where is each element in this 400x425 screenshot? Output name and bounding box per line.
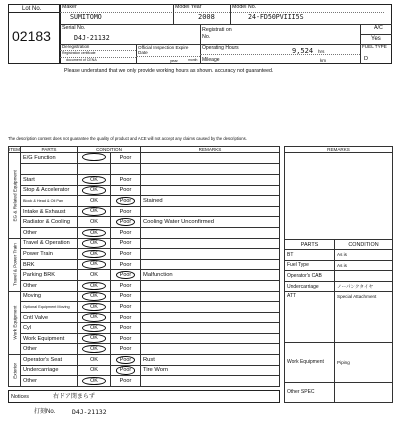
mileage-unit: km bbox=[320, 58, 327, 63]
ac-label: A/C bbox=[374, 25, 383, 31]
poor-mark: Poor bbox=[116, 218, 135, 226]
remark bbox=[141, 174, 280, 185]
col-divider bbox=[173, 4, 174, 24]
checklist-row bbox=[9, 217, 280, 228]
registration-label: Registrati on No. bbox=[202, 27, 232, 40]
remark: Cooling Water Unconfirmed bbox=[141, 217, 280, 228]
poor-cell bbox=[111, 376, 141, 387]
side-parts-header: PARTS bbox=[285, 240, 335, 250]
part-name: Stop & Accelerator bbox=[21, 185, 78, 196]
side-row bbox=[285, 260, 393, 271]
header-block bbox=[8, 4, 392, 64]
serial-value: D4J-21132 bbox=[74, 34, 110, 42]
remark bbox=[141, 153, 280, 164]
remark: Rust bbox=[141, 355, 280, 366]
side-part: Fuel Type bbox=[285, 260, 335, 271]
footer-serial-value: D4J-21132 bbox=[72, 408, 107, 416]
ok-cell bbox=[78, 164, 111, 175]
remark: Tire Worn bbox=[141, 365, 280, 376]
poor-cell bbox=[111, 164, 141, 175]
ok-mark: OK bbox=[82, 186, 106, 194]
ok-cell bbox=[78, 291, 111, 302]
checklist-row bbox=[9, 376, 280, 387]
poor-cell bbox=[111, 206, 141, 217]
side-condition: Piping bbox=[335, 342, 393, 382]
inspection-month-label: month bbox=[188, 58, 198, 62]
col-divider bbox=[136, 44, 137, 64]
deregistration-label: Deregistration bbox=[62, 44, 90, 49]
remark bbox=[141, 280, 280, 291]
checklist-row bbox=[9, 312, 280, 323]
group-label: Travel & Power Train bbox=[9, 238, 21, 291]
remark bbox=[141, 249, 280, 260]
ok-cell bbox=[78, 238, 111, 249]
remarks-header: REMARKS bbox=[141, 147, 280, 153]
checklist-row bbox=[9, 153, 280, 164]
part-name: Moving bbox=[21, 291, 78, 302]
inspection-label: Official Inspection Expire Date bbox=[138, 45, 189, 56]
ok-mark: OK bbox=[82, 250, 106, 258]
side-remarks-body-row bbox=[285, 153, 393, 240]
ok-mark: OK bbox=[82, 176, 106, 184]
remark bbox=[141, 185, 280, 196]
serial-label: Serial No. bbox=[62, 25, 86, 31]
poor-cell bbox=[111, 153, 141, 164]
remark bbox=[141, 259, 280, 270]
checklist-row bbox=[9, 270, 280, 281]
notices-label: Notices bbox=[11, 394, 29, 400]
poor-mark: Poor bbox=[119, 250, 132, 257]
poor-mark: Poor bbox=[116, 356, 135, 364]
part-name: Start bbox=[21, 174, 78, 185]
poor-cell bbox=[111, 259, 141, 270]
part-name: E/G Function bbox=[21, 153, 78, 164]
poor-cell bbox=[111, 238, 141, 249]
ok-mark: OK bbox=[82, 334, 106, 342]
ok-cell bbox=[78, 217, 111, 228]
side-condition-header: CONDITION bbox=[335, 240, 393, 250]
part-name: Block & Head & Oil Pan bbox=[21, 196, 78, 207]
ok-mark: OK bbox=[82, 377, 106, 385]
ok-mark: OK bbox=[82, 313, 106, 321]
side-part: Work Equipment bbox=[285, 342, 335, 382]
checklist-row bbox=[9, 185, 280, 196]
poor-mark: Poor bbox=[116, 271, 135, 279]
parts-header: PARTS bbox=[21, 147, 78, 153]
side-row bbox=[285, 342, 393, 382]
side-condition bbox=[335, 382, 393, 402]
poor-cell bbox=[111, 270, 141, 281]
ok-mark: OK bbox=[82, 303, 106, 311]
fuel-value: D bbox=[364, 56, 369, 62]
part-name: Work Equipment bbox=[21, 333, 78, 344]
poor-cell bbox=[111, 217, 141, 228]
row-divider bbox=[136, 56, 200, 57]
poor-cell bbox=[111, 185, 141, 196]
side-row bbox=[285, 250, 393, 261]
group-label: EG & Related Equipment bbox=[9, 153, 21, 239]
part-name: Operator's Seat bbox=[21, 355, 78, 366]
checklist-row bbox=[9, 333, 280, 344]
side-row bbox=[285, 292, 393, 343]
fuel-label: FUEL TYPE bbox=[362, 44, 387, 49]
ok-cell bbox=[78, 270, 111, 281]
checklist-row bbox=[9, 280, 280, 291]
poor-mark: Poor bbox=[119, 208, 132, 215]
poor-cell bbox=[111, 312, 141, 323]
poor-cell bbox=[111, 323, 141, 334]
checklist-row bbox=[9, 355, 280, 366]
ok-cell bbox=[78, 302, 111, 313]
remark bbox=[141, 238, 280, 249]
row-divider bbox=[200, 54, 360, 55]
ok-cell bbox=[78, 206, 111, 217]
checklist-row bbox=[9, 164, 280, 175]
mileage-label: Mileage bbox=[202, 57, 220, 63]
remark: Stained bbox=[141, 196, 280, 207]
ok-cell bbox=[78, 365, 111, 376]
poor-cell bbox=[111, 249, 141, 260]
side-remarks-header: REMARKS bbox=[285, 147, 393, 153]
poor-mark: Poor bbox=[116, 366, 135, 374]
side-part: Operator's CAB bbox=[285, 271, 335, 282]
checklist-row bbox=[9, 323, 280, 334]
ok-cell bbox=[78, 376, 111, 387]
ac-value: Yes bbox=[371, 36, 381, 42]
poor-mark: Poor bbox=[119, 325, 132, 332]
side-part: Undercarriage bbox=[285, 281, 335, 292]
part-name: Radiator & Cooling bbox=[21, 217, 78, 228]
part-name: Optional Equipment Moving bbox=[21, 302, 78, 313]
side-condition: As is bbox=[335, 260, 393, 271]
part-name bbox=[21, 164, 78, 175]
row-divider bbox=[60, 24, 392, 25]
ok-cell bbox=[78, 344, 111, 355]
maker-label: Maker bbox=[62, 4, 77, 10]
part-name: BRK bbox=[21, 259, 78, 270]
poor-cell bbox=[111, 196, 141, 207]
part-name: Undercarriage bbox=[21, 365, 78, 376]
part-name: Travel & Operation bbox=[21, 238, 78, 249]
poor-cell bbox=[111, 344, 141, 355]
remark bbox=[141, 323, 280, 334]
checklist-row bbox=[9, 174, 280, 185]
poor-mark: Poor bbox=[116, 197, 135, 205]
ok-mark: OK bbox=[89, 272, 99, 279]
model-year-label: Model Year bbox=[175, 4, 202, 10]
col-divider bbox=[230, 4, 231, 24]
condition-header: CONDITION bbox=[78, 147, 141, 153]
notices-value: 右ドア閉まらず bbox=[53, 394, 95, 400]
checklist-row bbox=[9, 344, 280, 355]
ok-mark: OK bbox=[82, 239, 106, 247]
part-name: Power Train bbox=[21, 249, 78, 260]
ok-mark: OK bbox=[82, 292, 106, 300]
side-condition: Special Attachment bbox=[335, 292, 393, 343]
ok-mark: OK bbox=[82, 207, 106, 215]
poor-cell bbox=[111, 355, 141, 366]
side-part: ATT bbox=[285, 292, 335, 343]
ok-cell bbox=[78, 280, 111, 291]
ok-cell bbox=[78, 259, 111, 270]
inspection-checklist bbox=[8, 146, 280, 387]
ok-mark: OK bbox=[82, 345, 106, 353]
ok-mark: OK bbox=[89, 356, 99, 363]
poor-mark: Poor bbox=[119, 282, 132, 289]
checklist-row bbox=[9, 259, 280, 270]
poor-mark: Poor bbox=[119, 378, 132, 385]
lot-no: 02183 bbox=[12, 28, 51, 44]
ok-mark bbox=[82, 153, 106, 161]
side-parts-header-row bbox=[285, 240, 393, 250]
poor-mark: Poor bbox=[119, 155, 132, 162]
poor-cell bbox=[111, 302, 141, 313]
inspection-year-label: year bbox=[170, 58, 178, 63]
side-part: Other SPEC bbox=[285, 382, 335, 402]
quality-note: The description content does not guarantee the quality of product and ACE will not accept any claims caused by the descriptions. bbox=[8, 136, 247, 141]
checklist-row bbox=[9, 249, 280, 260]
poor-cell bbox=[111, 174, 141, 185]
ok-cell bbox=[78, 323, 111, 334]
poor-cell bbox=[111, 280, 141, 291]
side-condition: ノーパンクタイヤ bbox=[335, 281, 393, 292]
part-name: Other bbox=[21, 280, 78, 291]
ok-cell bbox=[78, 355, 111, 366]
poor-mark: Poor bbox=[119, 314, 132, 321]
side-row bbox=[285, 281, 393, 292]
row-divider bbox=[360, 34, 392, 35]
disclaimer: Please understand that we only provide working hours as shown. accuracy not guaranteed. bbox=[64, 68, 274, 74]
remark bbox=[141, 302, 280, 313]
part-name: Other bbox=[21, 376, 78, 387]
ok-cell bbox=[78, 249, 111, 260]
checklist-row bbox=[9, 291, 280, 302]
ok-mark: OK bbox=[82, 282, 106, 290]
remark bbox=[141, 333, 280, 344]
remark bbox=[141, 344, 280, 355]
group-label: Exterior bbox=[9, 355, 21, 387]
remark bbox=[141, 291, 280, 302]
remark bbox=[141, 376, 280, 387]
maker-value: SUMITOMO bbox=[70, 13, 102, 21]
remark bbox=[141, 227, 280, 238]
ok-cell bbox=[78, 196, 111, 207]
poor-mark: Poor bbox=[119, 229, 132, 236]
part-name: Other bbox=[21, 344, 78, 355]
side-condition: As is bbox=[335, 250, 393, 261]
checklist-row bbox=[9, 238, 280, 249]
poor-mark: Poor bbox=[119, 303, 132, 310]
ok-cell bbox=[78, 333, 111, 344]
checklist-row bbox=[9, 227, 280, 238]
part-name: Parking BRK bbox=[21, 270, 78, 281]
side-row bbox=[285, 382, 393, 402]
side-row bbox=[285, 271, 393, 282]
checklist-row bbox=[9, 365, 280, 376]
poor-mark: Poor bbox=[119, 261, 132, 268]
side-panel bbox=[284, 146, 393, 403]
document-label: document of CENA bbox=[66, 58, 97, 62]
col-divider bbox=[360, 24, 361, 64]
ok-cell bbox=[78, 227, 111, 238]
ok-mark: OK bbox=[82, 324, 106, 332]
poor-mark: Poor bbox=[119, 293, 132, 300]
footer-serial-label: 打刻No. bbox=[34, 409, 56, 415]
col-divider bbox=[200, 24, 201, 44]
hours-unit: hrs bbox=[318, 49, 325, 54]
side-condition bbox=[335, 271, 393, 282]
poor-mark: Poor bbox=[119, 187, 132, 194]
poor-cell bbox=[111, 227, 141, 238]
ok-mark: OK bbox=[89, 197, 99, 204]
checklist-row bbox=[9, 206, 280, 217]
ok-cell bbox=[78, 153, 111, 164]
ok-mark: OK bbox=[82, 229, 106, 237]
checklist-row bbox=[9, 196, 280, 207]
ok-cell bbox=[78, 174, 111, 185]
group-label: Work Equipment bbox=[9, 291, 21, 355]
part-name: Cntl Valve bbox=[21, 312, 78, 323]
model-no-value: 24-FD50PVIII5S bbox=[248, 13, 304, 21]
checklist-row bbox=[9, 302, 280, 313]
poor-mark: Poor bbox=[119, 346, 132, 353]
part-name: Other bbox=[21, 227, 78, 238]
notices-box bbox=[8, 390, 280, 403]
hours-label: Operating Hours bbox=[202, 45, 239, 51]
ok-mark: OK bbox=[82, 260, 106, 268]
poor-mark: Poor bbox=[119, 240, 132, 247]
model-no-label: Model No. bbox=[232, 4, 257, 10]
poor-cell bbox=[111, 291, 141, 302]
row-divider bbox=[60, 12, 384, 13]
poor-cell bbox=[111, 365, 141, 376]
ok-mark: OK bbox=[89, 367, 99, 374]
side-remarks-body bbox=[285, 153, 393, 240]
poor-cell bbox=[111, 333, 141, 344]
remark: Malfunction bbox=[141, 270, 280, 281]
lot-no-label: Lot No. bbox=[22, 6, 42, 12]
remark bbox=[141, 312, 280, 323]
registration-cert-label: Registration certificate bbox=[62, 51, 96, 55]
remark bbox=[141, 164, 280, 175]
side-part: BT bbox=[285, 250, 335, 261]
ok-cell bbox=[78, 185, 111, 196]
poor-mark: Poor bbox=[119, 335, 132, 342]
model-year-value: 2008 bbox=[198, 13, 215, 21]
ok-mark: OK bbox=[89, 219, 99, 226]
poor-mark: Poor bbox=[119, 176, 132, 183]
part-name: Intake & Exhaust bbox=[21, 206, 78, 217]
part-name: Cyl bbox=[21, 323, 78, 334]
hours-value: 9,524 bbox=[292, 47, 314, 55]
ok-cell bbox=[78, 312, 111, 323]
remark bbox=[141, 206, 280, 217]
item-header: ITEM bbox=[9, 147, 20, 152]
